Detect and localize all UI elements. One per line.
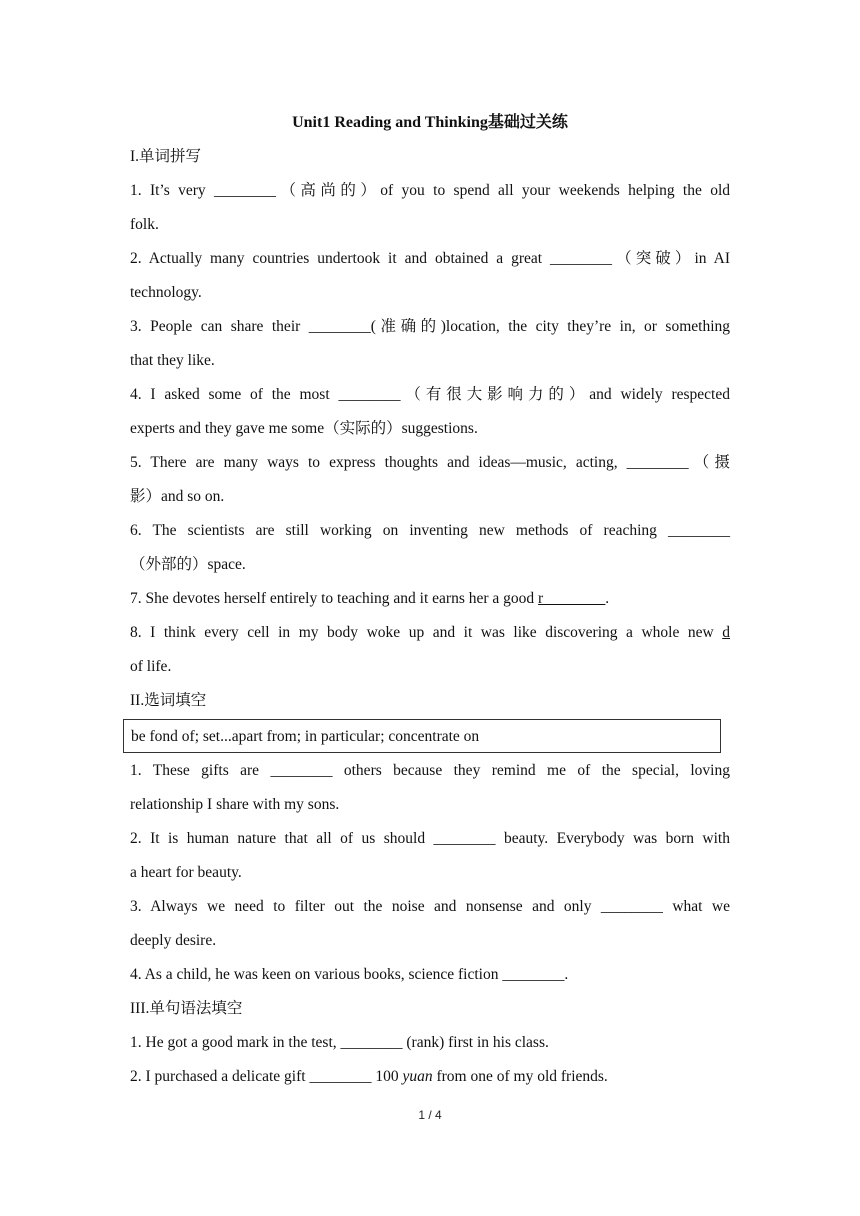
question-text: from one of my old friends.	[432, 1068, 608, 1085]
question-line: 1. It’s very ________（高尚的）of you to spend all your weekends helping the old	[130, 182, 730, 199]
s1-question-2	[130, 242, 730, 310]
s3-question-2	[130, 1060, 730, 1094]
italic-word: yuan	[402, 1068, 433, 1085]
question-line: 5. There are many ways to express thoughts and ideas—music, acting, ________（摄	[130, 454, 730, 471]
question-text: 7. She devotes herself entirely to teaching and it earns her a good	[130, 590, 539, 607]
section-3-heading: III.单句语法填空	[130, 1000, 243, 1017]
question-line: experts and they gave me some（实际的）suggestions.	[130, 420, 478, 437]
s1-question-6	[130, 514, 730, 582]
s1-question-5	[130, 446, 730, 514]
question-line: 4. I asked some of the most ________（有很大影响力的）and widely respected	[130, 386, 730, 403]
question-line: 2. It is human nature that all of us should ________ beauty. Everybody was born with	[130, 830, 730, 847]
question-line: 3. Always we need to filter out the noise and nonsense and only ________ what we	[130, 898, 730, 915]
question-line: of life.	[130, 658, 172, 675]
question-line: folk.	[130, 216, 159, 233]
question-text: .	[605, 590, 610, 607]
question-line: technology.	[130, 284, 202, 301]
question-text: 8. I think every cell in my body woke up and it was like discovering a whole new	[130, 624, 723, 641]
question-line: that they like.	[130, 352, 215, 369]
page-number: 1 / 4	[418, 1108, 442, 1122]
s2-question-3	[130, 890, 730, 958]
s2-question-1	[130, 754, 730, 822]
question-line: （外部的）space.	[130, 556, 246, 573]
s3-question-1: 1. He got a good mark in the test, ________ (rank) first in his class.	[130, 1034, 549, 1051]
answer-blank: d	[722, 624, 730, 641]
question-line: relationship I share with my sons.	[130, 796, 340, 813]
question-line: deeply desire.	[130, 932, 217, 949]
s1-question-1	[130, 174, 730, 242]
document-page	[130, 108, 730, 1094]
question-line: 影）and so on.	[130, 488, 225, 505]
s1-question-3	[130, 310, 730, 378]
question-line: a heart for beauty.	[130, 864, 242, 881]
question-line: 3. People can share their ________(准确的)location, the city they’re in, or something	[130, 318, 730, 335]
answer-blank: r________	[538, 590, 606, 607]
question-line	[130, 616, 730, 650]
section-1-heading: I.单词拼写	[130, 148, 202, 165]
s1-question-4	[130, 378, 730, 446]
document-title: Unit1 Reading and Thinking基础过关练	[292, 114, 568, 131]
s2-question-2	[130, 822, 730, 890]
word-bank-box: be fond of; set...apart from; in particular; concentrate on	[123, 719, 721, 753]
question-line: 6. The scientists are still working on inventing new methods of reaching ________	[130, 522, 730, 539]
s1-question-8	[130, 616, 730, 684]
question-line: 1. These gifts are ________ others because they remind me of the special, loving	[130, 762, 730, 779]
question-text: 2. I purchased a delicate gift ________ 100	[130, 1068, 403, 1085]
question-line: 2. Actually many countries undertook it and obtained a great ________（突破）in AI	[130, 250, 730, 267]
s2-question-4: 4. As a child, he was keen on various books, science fiction ________.	[130, 966, 569, 983]
section-2-heading: II.选词填空	[130, 692, 207, 709]
s1-question-7	[130, 582, 730, 616]
